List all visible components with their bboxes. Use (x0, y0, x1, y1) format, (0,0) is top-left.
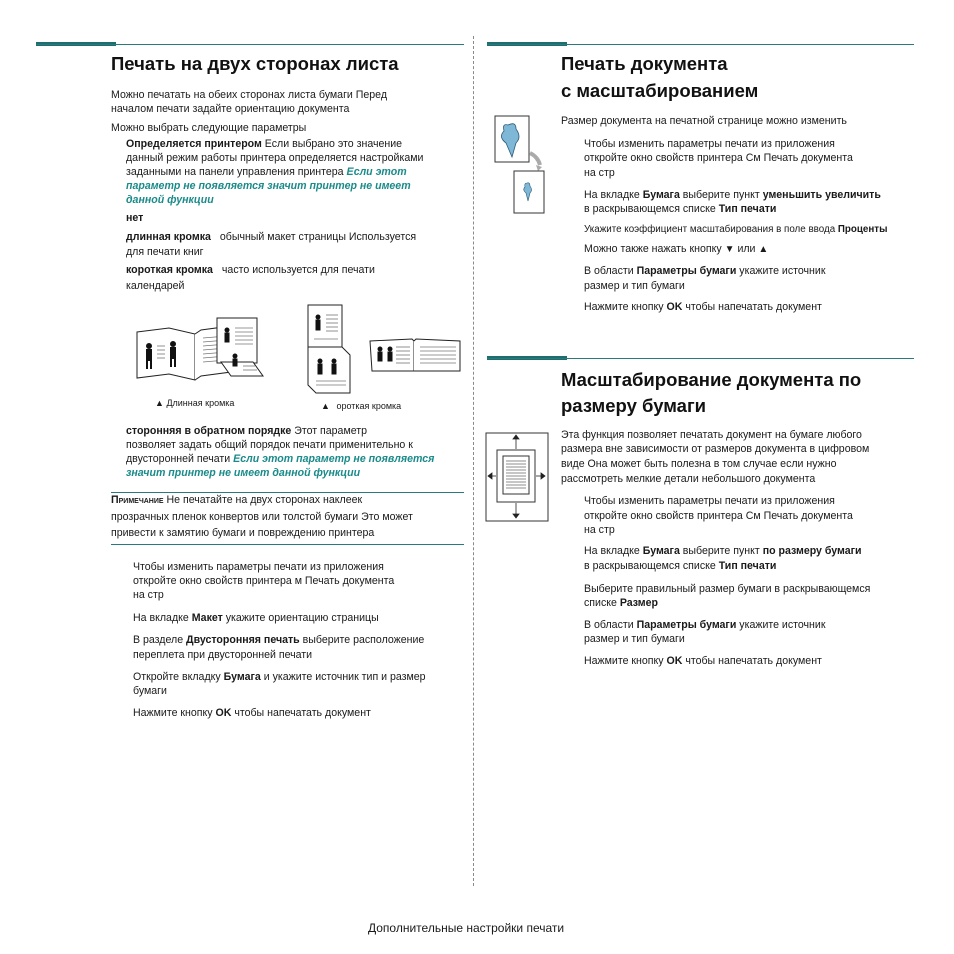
fit-step2-a: На вкладке (584, 545, 643, 557)
option-short-edge-line2: календарей (126, 280, 185, 292)
scaling-step6-ok: OK (666, 301, 683, 313)
fit-intro-line2: размера вне зависимости от размеров документа в цифровом (561, 443, 870, 455)
scaling-step2-line2-a: в раскрывающемся списке (584, 203, 719, 215)
fit-step2-line2-b: Тип печати (718, 560, 777, 572)
fit-step2 (584, 544, 862, 559)
note-line3: привести к замятию бумаги и повреждению принтера (111, 527, 375, 539)
reverse-order-label: сторонняя в обратном порядке (126, 425, 292, 437)
scaling-step2-c: выберите пункт (679, 189, 763, 201)
left-step2-tab: Макет (191, 612, 223, 624)
scaling-step6 (584, 300, 822, 315)
fit-step4-a: В области (584, 619, 637, 631)
fit-step4-area: Параметры бумаги (636, 619, 737, 631)
caption-long-edge-text: Длинная кромка (166, 398, 235, 408)
left-step4-a: Откройте вкладку (133, 671, 224, 683)
page-footer: Дополнительные настройки печати (368, 921, 565, 935)
option-printer-defined-line2: данный режим работы принтера определяется настройками (126, 152, 424, 164)
scaling-title-line1: Печать документа (561, 53, 728, 74)
left-step4-tab: Бумага (223, 671, 261, 683)
scaling-step4-a: Можно также нажать кнопку (584, 243, 725, 255)
option-printer-defined-note-a: Если этот (346, 166, 407, 178)
fit-step4-c: укажите источник (736, 619, 826, 631)
fit-step3-line1: Выберите правильный размер бумаги в раскрывающемся (584, 583, 871, 595)
scaling-step5-a: В области (584, 265, 637, 277)
left-step3-section: Двусторонняя печать (186, 634, 300, 646)
note-bottom-rule (111, 544, 464, 545)
scaling-step4-b: или (734, 243, 759, 255)
scaling-step3-a: Укажите коэффициент масштабирования в поле ввода (584, 224, 838, 235)
fit-step1-line1: Чтобы изменить параметры печати из приложения (584, 495, 835, 507)
scaling-step6-a: Нажмите кнопку (584, 301, 667, 313)
triangle-up-icon: ▲ (758, 244, 769, 255)
option-none-bold: нет (126, 212, 144, 224)
note-line1: Не печатайте на двух сторонах наклеек (163, 494, 363, 506)
option-printer-defined (126, 137, 402, 152)
fit-step5 (584, 654, 822, 669)
left-step3-c: выберите расположение (299, 634, 425, 646)
long-edge-book-illustration (135, 316, 270, 381)
fit-title-line1: Масштабирование документа по (561, 369, 862, 390)
scaling-step3-field: Проценты (837, 224, 888, 235)
left-step2-a: На вкладке (133, 612, 192, 624)
caption-short-edge-text: ороткая кромка (336, 401, 402, 411)
scaling-step2-line2-b: Тип печати (718, 203, 777, 215)
triangle-up-icon: ▲ (155, 398, 164, 408)
fit-intro-line4: рассмотреть мелкие детали небольшого документа (561, 473, 816, 485)
scaling-step2 (584, 188, 881, 203)
column-divider (473, 36, 474, 886)
option-printer-defined-note-b: параметр не появляется значит принтер не имеет (126, 180, 411, 192)
triangle-up-icon: ▲ (321, 401, 330, 411)
scaling-step5 (584, 264, 825, 279)
left-intro-line2: началом печати задайте ориентацию документа (111, 103, 350, 115)
fit-step3-line2-a: списке (584, 597, 620, 609)
fit-step2-c: выберите пункт (679, 545, 763, 557)
scaling-illustration (494, 115, 554, 215)
option-printer-defined-label: Определяется принтером (126, 138, 262, 150)
left-step4-line2: бумаги (133, 685, 167, 697)
scaling-step5-c: укажите источник (736, 265, 826, 277)
scaling-step5-line2: размер и тип бумаги (584, 280, 685, 292)
scaling-step2-tab: Бумага (642, 189, 680, 201)
fit-step2-option: по размеру бумаги (762, 545, 862, 557)
fit-step4-line2: размер и тип бумаги (584, 633, 685, 645)
option-long-edge (126, 230, 416, 245)
left-step3-a: В разделе (133, 634, 187, 646)
reverse-order-option (126, 424, 367, 439)
reverse-order-note-b: значит принтер не имеет данной функции (126, 467, 361, 479)
note-block (111, 493, 362, 508)
left-intro-line3: Можно выбрать следующие параметры (111, 122, 307, 134)
option-long-edge-line2: для печати книг (126, 246, 204, 258)
fit-intro-line3: виде Она может быть полезна в том случае если нужно (561, 458, 837, 470)
scaling-step4 (584, 242, 768, 258)
scaling-step1-line1: Чтобы изменить параметры печати из приложения (584, 138, 835, 150)
fit-step5-c: чтобы напечатать документ (682, 655, 822, 667)
fit-step3-line2 (584, 596, 658, 611)
fit-step3-line2-b: Размер (619, 597, 658, 609)
option-none-label (126, 211, 143, 226)
left-step2 (133, 611, 379, 626)
left-header-rule (36, 44, 464, 45)
fit-step1-line3: на стр (584, 524, 615, 536)
left-step4-c: и укажите источник тип и размер (260, 671, 426, 683)
scaling-intro: Размер документа на печатной странице можно изменить (561, 115, 847, 127)
left-step3-line2: переплета при двусторонней печати (133, 649, 313, 661)
scaling-step1-line3: на стр (584, 167, 615, 179)
left-section-title: Печать на двух сторонах листа (111, 53, 399, 74)
option-printer-defined-note-c: данной функции (126, 194, 214, 206)
fit-to-page-illustration (485, 432, 549, 522)
left-step5 (133, 706, 371, 721)
option-printer-defined-line3-text: заданными на панели управления принтера (126, 166, 347, 178)
note-label: Примечание (111, 494, 164, 506)
reverse-order-line3 (126, 452, 434, 467)
caption-short-edge (321, 400, 401, 412)
scaling-step5-area: Параметры бумаги (636, 265, 737, 277)
left-step1-line3: на стр (133, 589, 164, 601)
right-header-rule (487, 44, 914, 45)
left-step5-c: чтобы напечатать документ (231, 707, 371, 719)
left-step5-a: Нажмите кнопку (133, 707, 216, 719)
option-short-edge (126, 263, 375, 278)
fit-step2-tab: Бумага (642, 545, 680, 557)
left-step3 (133, 633, 424, 648)
scaling-step6-c: чтобы напечатать документ (682, 301, 822, 313)
fit-intro-line1: Эта функция позволяет печатать документ на бумаге любого (561, 429, 862, 441)
scaling-step2-option: уменьшить увеличить (762, 189, 881, 201)
fit-step5-a: Нажмите кнопку (584, 655, 667, 667)
left-step1-line2: откройте окно свойств принтера м Печать документа (133, 575, 395, 587)
left-intro-line1: Можно печатать на обеих сторонах листа бумаги Перед (111, 89, 388, 101)
fit-title-line2: размеру бумаги (561, 395, 707, 416)
option-short-edge-label: короткая кромка (126, 264, 213, 276)
left-step1-line1: Чтобы изменить параметры печати из приложения (133, 561, 384, 573)
left-step2-c: укажите ориентацию страницы (222, 612, 379, 624)
option-printer-defined-line3 (126, 165, 407, 180)
left-step5-ok: OK (215, 707, 232, 719)
short-edge-calendar-illustration (306, 303, 356, 395)
triangle-down-icon: ▼ (724, 244, 735, 255)
fit-step4 (584, 618, 825, 633)
left-step4 (133, 670, 426, 685)
option-long-edge-text: обычный макет страницы Используется (216, 231, 417, 243)
reverse-order-line2: позволяет задать общий порядок печати применительно к (126, 439, 413, 451)
option-long-edge-label: длинная кромка (126, 231, 211, 243)
scaling-step3 (584, 223, 887, 238)
fit-step5-ok: OK (666, 655, 683, 667)
scaling-step2-line2 (584, 202, 776, 217)
option-printer-defined-text: Если выбрано это значение (261, 138, 403, 150)
reverse-order-note-a: Если этот параметр не появляется (233, 453, 435, 465)
option-short-edge-text: часто используется для печати (218, 264, 375, 276)
reverse-order-line3-text: двусторонней печати (126, 453, 234, 465)
note-line2: прозрачных пленок конвертов или толстой бумаги Это может (111, 511, 413, 523)
scaling-title-line2: с масштабированием (561, 80, 759, 101)
fit-step2-line2 (584, 559, 776, 574)
fit-step2-line2-a: в раскрывающемся списке (584, 560, 719, 572)
scaling-step2-a: На вкладке (584, 189, 643, 201)
fit-step1-line2: откройте окно свойств принтера См Печать документа (584, 510, 853, 522)
scaling-step1-line2: откройте окно свойств принтера См Печать документа (584, 152, 853, 164)
right-section2-rule (487, 358, 914, 359)
caption-long-edge (155, 397, 234, 409)
landscape-pages-illustration (368, 335, 463, 375)
reverse-order-text: Этот параметр (291, 425, 368, 437)
